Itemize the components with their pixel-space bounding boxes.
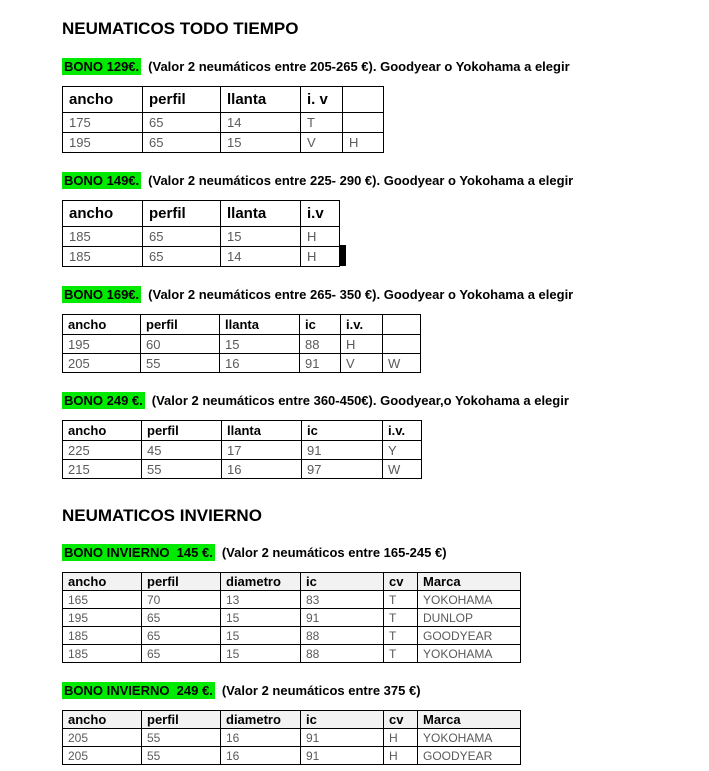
table-row [63,747,521,765]
table-cell: 205 [63,747,142,765]
column-header: ancho [63,315,141,335]
table-cell: 97 [302,460,383,479]
table-cell: 15 [221,609,301,627]
bono-149-line [62,172,701,189]
offer-bono-invierno-145 [62,544,701,663]
table-row [63,113,384,133]
table-cell: 15 [221,227,301,247]
column-header: perfil [142,421,222,441]
table-cell: 195 [63,133,143,153]
bono-169-line [62,286,701,303]
tire-spec-table [62,572,521,663]
column-header: perfil [143,87,221,113]
table-cell: 165 [63,591,142,609]
table-cell: 185 [63,227,143,247]
table-header-row [63,315,421,335]
table-cell: 55 [142,460,222,479]
table-cell: 91 [300,354,341,373]
column-header: ic [301,711,384,729]
table-cell: V [301,133,343,153]
column-header: ancho [63,421,142,441]
bono-149-highlight: BONO 149€. [64,173,140,188]
table-cell [383,335,421,354]
table-cell: 65 [143,113,221,133]
column-header: llanta [220,315,300,335]
table-cell: 91 [301,747,384,765]
table-row [63,441,422,460]
table-row [63,354,421,373]
table-cell: 65 [143,227,221,247]
column-header: i.v. [341,315,383,335]
column-header: i.v. [383,421,422,441]
table-row [63,627,521,645]
tire-spec-table [62,420,422,479]
column-header: perfil [143,201,221,227]
bono-invierno-145-description: (Valor 2 neumáticos entre 165-245 €) [221,545,447,560]
table-cell: V [341,354,383,373]
table-header-row [63,201,340,227]
table-cell: 55 [142,747,221,765]
column-header: perfil [142,573,221,591]
table-cell: 88 [300,335,341,354]
bono-129-highlight: BONO 129€. [64,59,140,74]
table-bono-129 [62,86,384,153]
table-cell: 185 [63,645,142,663]
table-bono-169 [62,314,421,373]
table-row [63,645,521,663]
text-cursor-mark [340,245,346,266]
column-header [343,87,384,113]
tire-spec-table [62,314,421,373]
column-header: perfil [142,711,221,729]
table-cell: 55 [142,729,221,747]
column-header: i.v [301,201,340,227]
bono-249-line [62,392,701,409]
table-bono-249 [62,420,422,479]
column-header [383,315,421,335]
column-header: cv [384,711,418,729]
table-cell: 91 [301,729,384,747]
table-cell: T [301,113,343,133]
table-cell: 65 [143,133,221,153]
table-cell: 205 [63,729,142,747]
bono-149-description: (Valor 2 neumáticos entre 225- 290 €). Goodyear o Yokohama a elegir [148,173,574,188]
table-row [63,247,340,267]
section-title-invierno: NEUMATICOS INVIERNO [62,506,262,525]
table-cell: 70 [142,591,221,609]
column-header: ancho [63,87,143,113]
table-cell: 15 [221,133,301,153]
offer-bono-149 [62,172,701,267]
table-cell: GOODYEAR [418,747,521,765]
table-header-row [63,421,422,441]
table-cell: 60 [141,335,220,354]
table-cell: 13 [221,591,301,609]
table-cell: H [341,335,383,354]
table-cell: H [301,247,340,267]
column-header: ancho [63,711,142,729]
table-row [63,335,421,354]
table-cell: 225 [63,441,142,460]
table-cell: 65 [142,627,221,645]
table-cell: YOKOHAMA [418,729,521,747]
table-row [63,133,384,153]
offer-bono-129 [62,58,701,153]
table-cell: 185 [63,247,143,267]
bono-invierno-249-highlight: BONO INVIERNO 249 €. [64,683,213,698]
table-cell: 88 [301,627,384,645]
table-cell: 45 [142,441,222,460]
table-cell: H [343,133,384,153]
table-cell: 195 [63,335,141,354]
table-cell: H [384,747,418,765]
column-header: llanta [221,201,301,227]
table-cell: T [384,645,418,663]
table-header-row [63,711,521,729]
table-cell: 83 [301,591,384,609]
table-cell: 15 [220,335,300,354]
tire-spec-table [62,710,521,765]
table-cell: 91 [301,609,384,627]
table-cell: 65 [142,609,221,627]
bono-169-description: (Valor 2 neumáticos entre 265- 350 €). Goodyear o Yokohama a elegir [148,287,574,302]
table-cell: 14 [221,247,301,267]
table-cell: 16 [221,747,301,765]
offer-bono-169 [62,286,701,373]
column-header: ic [301,573,384,591]
bono-249-highlight: BONO 249 €. [64,393,143,408]
column-header: ic [300,315,341,335]
table-cell: 65 [142,645,221,663]
bono-invierno-249-description: (Valor 2 neumáticos entre 375 €) [221,683,421,698]
table-row [63,729,521,747]
table-cell: 16 [220,354,300,373]
table-cell: YOKOHAMA [418,591,521,609]
table-cell: DUNLOP [418,609,521,627]
table-cell: 185 [63,627,142,645]
bono-invierno-145-line [62,544,701,561]
table-cell: H [301,227,340,247]
tire-spec-table [62,200,340,267]
table-cell: 15 [221,645,301,663]
section-title-todo-tiempo: NEUMATICOS TODO TIEMPO [62,19,299,38]
offer-bono-invierno-249 [62,682,701,765]
column-header: Marca [418,711,521,729]
offer-bono-249 [62,392,701,479]
table-cell: 91 [302,441,383,460]
tire-spec-table [62,86,384,153]
table-cell: T [384,609,418,627]
table-cell: 195 [63,609,142,627]
table-cell: 15 [221,627,301,645]
table-cell: 175 [63,113,143,133]
column-header: llanta [222,421,302,441]
table-cell: 55 [141,354,220,373]
table-row [63,227,340,247]
table-cell [343,113,384,133]
table-cell: H [384,729,418,747]
table-row [63,460,422,479]
column-header: ancho [63,201,143,227]
table-cell: 16 [222,460,302,479]
table-cell: 16 [221,729,301,747]
bono-129-line [62,58,701,75]
bono-169-highlight: BONO 169€. [64,287,140,302]
table-cell: 17 [222,441,302,460]
table-cell: 205 [63,354,141,373]
table-cell: YOKOHAMA [418,645,521,663]
bono-249-description: (Valor 2 neumáticos entre 360-450€). Goodyear,o Yokohama a elegir [151,393,569,408]
column-header: ancho [63,573,142,591]
table-cell: 14 [221,113,301,133]
column-header: diametro [221,573,301,591]
table-cell: 65 [143,247,221,267]
table-cell: W [383,460,422,479]
bono-129-description: (Valor 2 neumáticos entre 205-265 €). Goodyear o Yokohama a elegir [148,59,570,74]
table-cell: T [384,627,418,645]
bono-invierno-249-line [62,682,701,699]
table-bono-invierno-249 [62,710,521,765]
table-cell: 88 [301,645,384,663]
column-header: Marca [418,573,521,591]
column-header: i. v [301,87,343,113]
table-cell: 215 [63,460,142,479]
bono-invierno-145-highlight: BONO INVIERNO 145 €. [64,545,213,560]
column-header: ic [302,421,383,441]
table-bono-invierno-145 [62,572,521,663]
table-header-row [63,573,521,591]
table-row [63,609,521,627]
column-header: cv [384,573,418,591]
table-header-row [63,87,384,113]
table-cell: Y [383,441,422,460]
table-cell: GOODYEAR [418,627,521,645]
column-header: perfil [141,315,220,335]
table-bono-149 [62,200,340,267]
table-cell: T [384,591,418,609]
table-row [63,591,521,609]
table-cell: W [383,354,421,373]
column-header: llanta [221,87,301,113]
column-header: diametro [221,711,301,729]
